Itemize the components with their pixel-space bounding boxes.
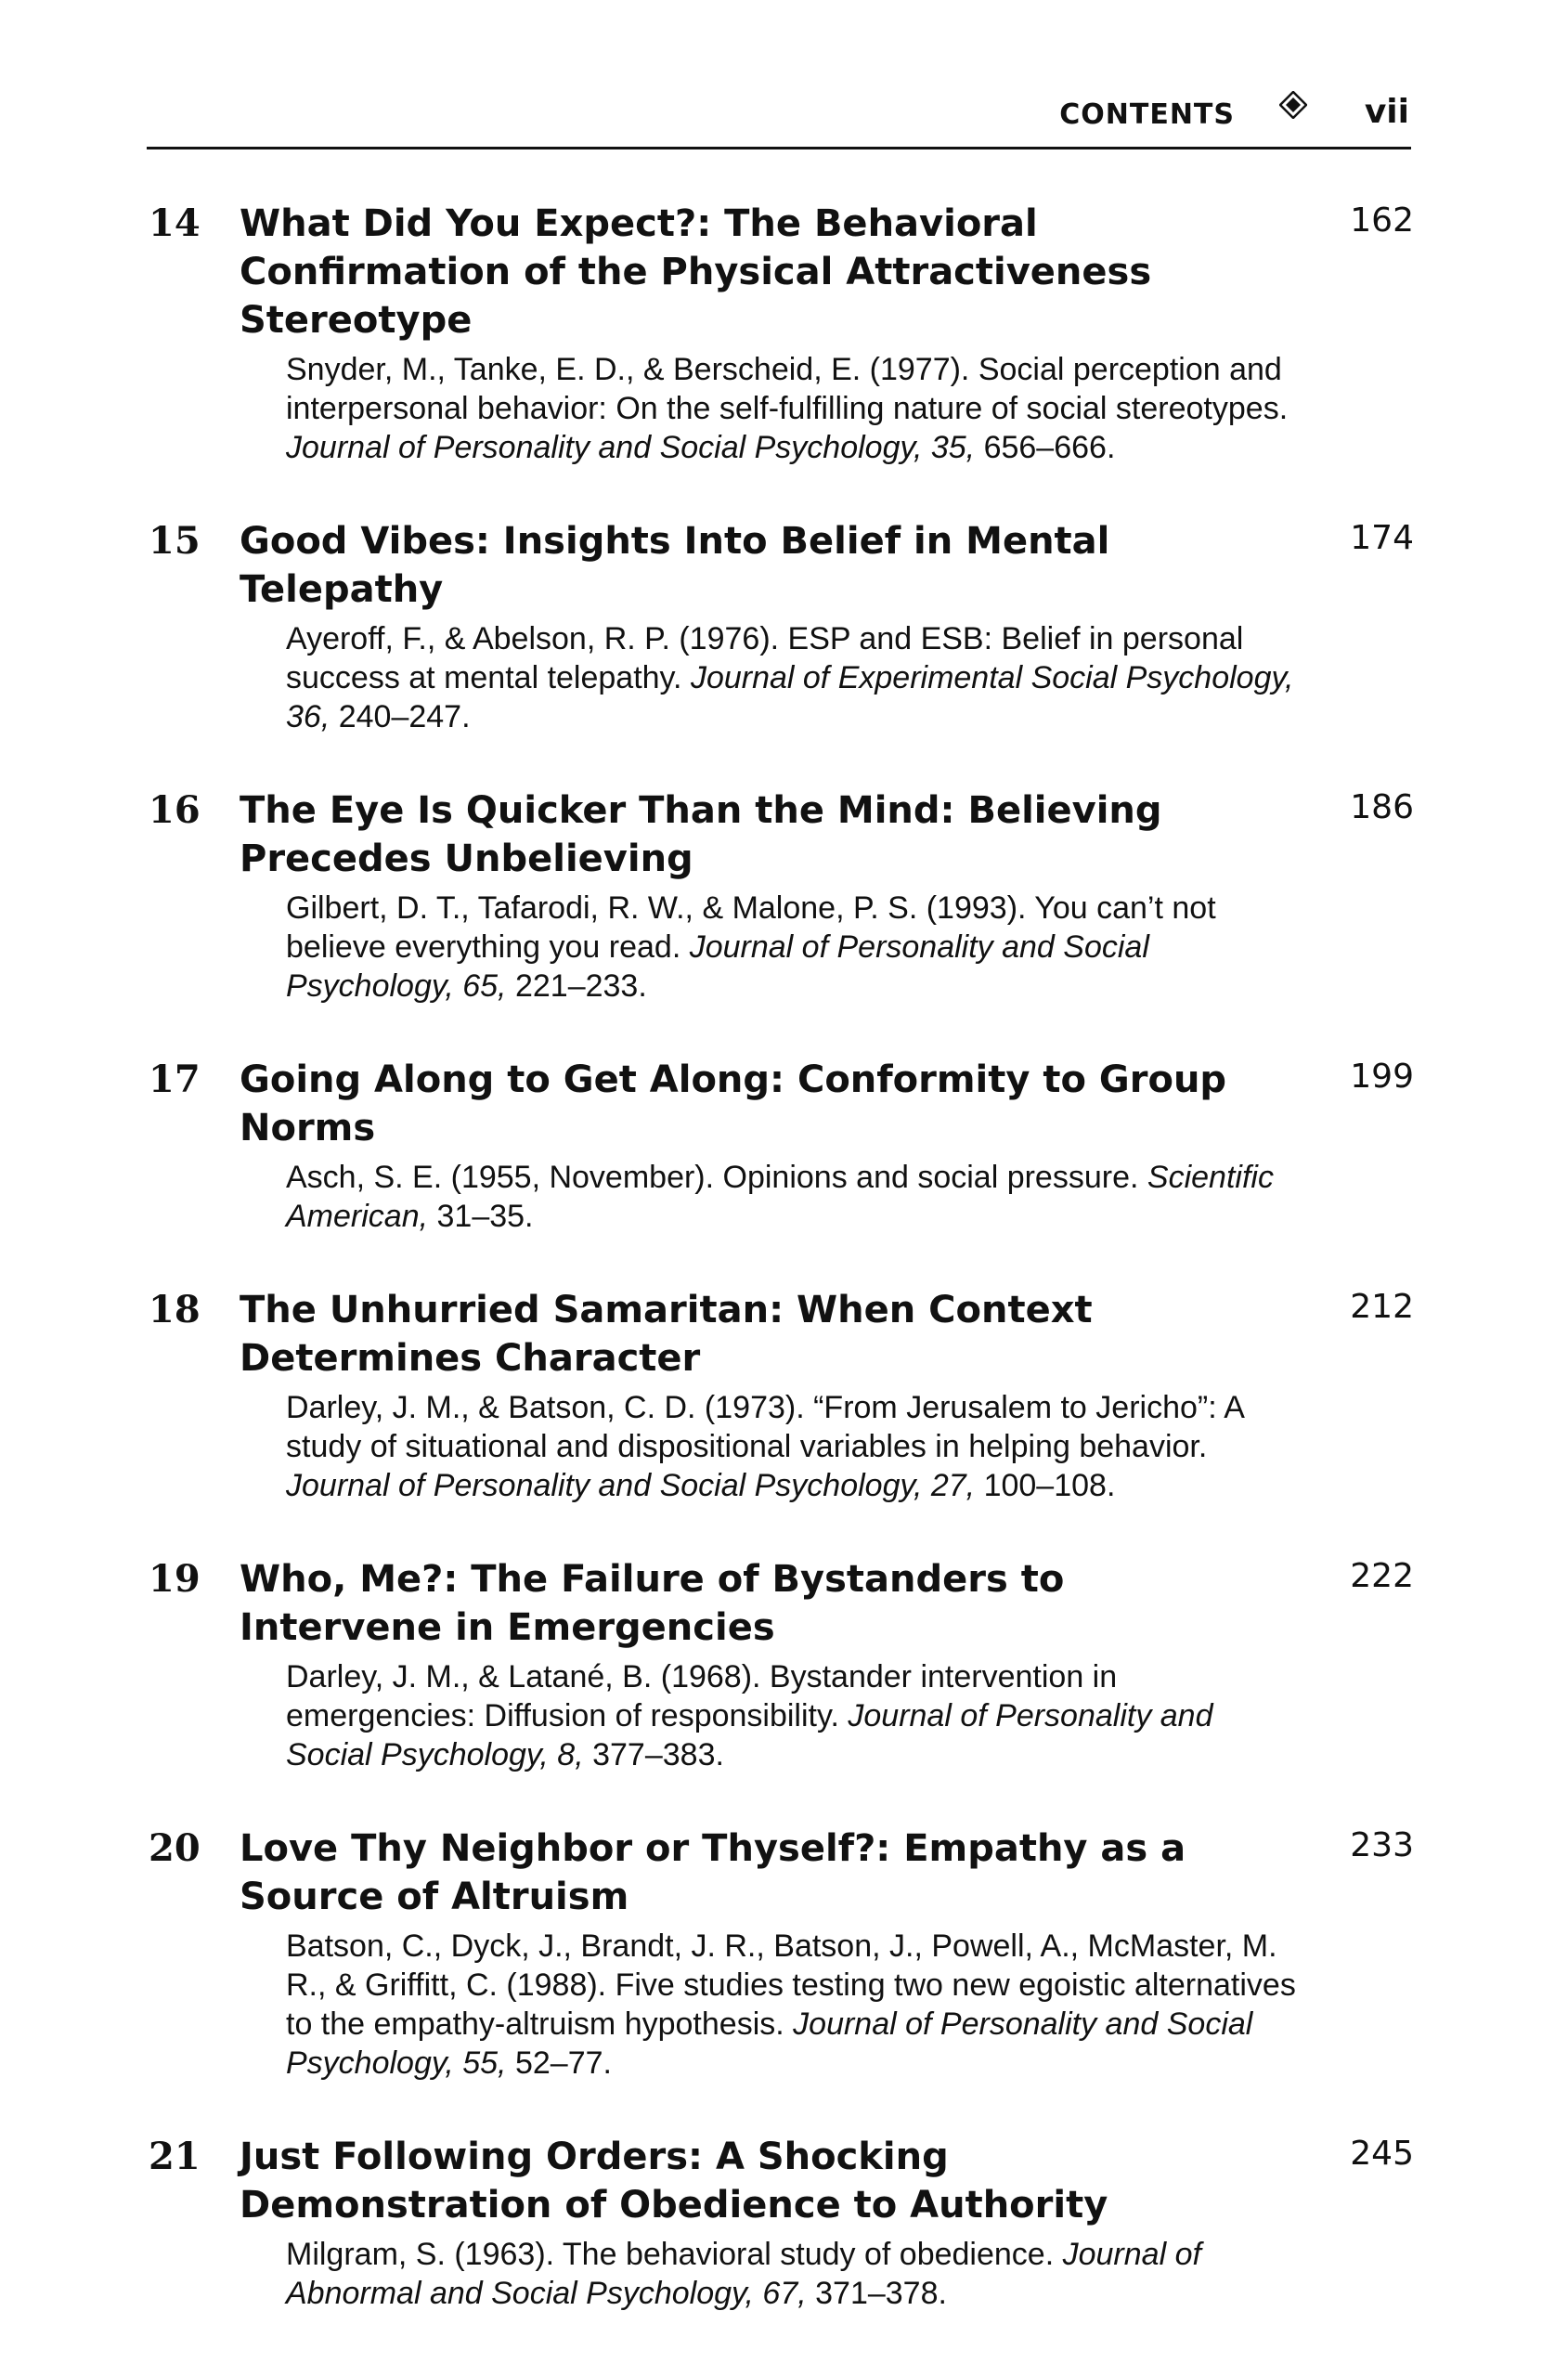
chapter-title: Going Along to Get Along: Conformity to Group Norms [240, 1058, 1227, 1149]
contents-entry-19[interactable] [0, 1555, 1568, 1774]
contents-entry-17[interactable] [0, 1056, 1568, 1236]
chapter-number: 18 [149, 1288, 201, 1331]
running-header-title: CONTENTS [1059, 98, 1235, 131]
chapter-number: 20 [149, 1826, 201, 1870]
citation-text: Ayeroff, F., & Abelson, R. P. (1976). ESP and ESB: Belief in personal success at mental telepathy. [286, 621, 1244, 695]
citation [286, 619, 1307, 736]
contents-entry-15[interactable] [0, 517, 1568, 736]
chapter-number: 21 [149, 2135, 201, 2178]
citation-journal: Journal of Personality and Social Psychology, 55, [286, 2006, 1253, 2081]
citation-journal: Scientific American, [286, 1160, 1274, 1234]
citation [286, 1927, 1307, 2083]
page-number: vii [1364, 93, 1409, 131]
chapter-title: Good Vibes: Insights Into Belief in Mental Telepathy [240, 520, 1110, 611]
diamond-ornament-icon [1279, 91, 1307, 119]
citation-text: Snyder, M., Tanke, E. D., & Berscheid, E. (1977). Social perception and interpersonal behavior: On the self-fulfilling nature of social stereotypes. [286, 352, 1289, 426]
chapter-page: 245 [1350, 2135, 1414, 2173]
citation-journal: Journal of Personality and Social Psychology, 27, [286, 1468, 976, 1503]
citation-pages: 52–77. [514, 2045, 612, 2081]
chapter-number: 15 [149, 519, 201, 563]
chapter-number: 16 [149, 788, 201, 832]
contents-entry-20[interactable] [0, 1824, 1568, 2083]
citation-journal: Journal of Personality and Social Psychology, 35, [286, 430, 976, 465]
citation [286, 889, 1307, 1006]
citation-journal: Journal of Experimental Social Psychology, 36, [286, 660, 1294, 734]
running-header [147, 85, 1411, 149]
chapter-page: 222 [1350, 1557, 1414, 1595]
citation-pages: 100–108. [983, 1468, 1116, 1503]
chapter-page: 162 [1350, 201, 1414, 240]
citation-journal: Journal of Abnormal and Social Psychology, 67, [286, 2237, 1201, 2311]
contents-entry-21[interactable] [0, 2133, 1568, 2313]
citation [286, 1388, 1307, 1505]
citation [286, 1657, 1307, 1774]
contents-entry-14[interactable] [0, 200, 1568, 467]
citation-pages: 377–383. [592, 1737, 724, 1772]
chapter-page: 186 [1350, 788, 1414, 826]
contents-entry-16[interactable] [0, 786, 1568, 1006]
chapter-number: 19 [149, 1557, 201, 1601]
citation-pages: 31–35. [436, 1199, 534, 1234]
contents-list [0, 200, 1568, 2363]
chapter-page: 212 [1350, 1288, 1414, 1326]
citation-journal: Journal of Personality and Social Psychology, 65, [286, 929, 1149, 1004]
contents-entry-18[interactable] [0, 1286, 1568, 1505]
citation-pages: 656–666. [983, 430, 1116, 465]
citation [286, 2235, 1307, 2313]
citation-text: Batson, C., Dyck, J., Brandt, J. R., Batson, J., Powell, A., McMaster, M. R., & Griffitt, C. (1988). Five studies testing two new egoistic alternatives to the empathy-altruism hypothesis. [286, 1928, 1296, 2042]
chapter-title: Just Following Orders: A Shocking Demonstration of Obedience to Authority [240, 2136, 1108, 2227]
citation-journal: Journal of Personality and Social Psychology, 8, [286, 1698, 1213, 1772]
citation-text: Darley, J. M., & Batson, C. D. (1973). “From Jerusalem to Jericho”: A study of situational and dispositional variables in helping behavior. [286, 1390, 1244, 1464]
chapter-page: 174 [1350, 519, 1414, 557]
citation-pages: 221–233. [514, 968, 647, 1004]
citation-pages: 371–378. [815, 2276, 947, 2311]
citation [286, 1158, 1307, 1236]
chapter-number: 17 [149, 1058, 201, 1101]
chapter-title: What Did You Expect?: The Behavioral Confirmation of the Physical Attractiveness Stereotype [240, 202, 1152, 342]
citation-text: Milgram, S. (1963). The behavioral study of obedience. [286, 2237, 1055, 2272]
chapter-title: Who, Me?: The Failure of Bystanders to Intervene in Emergencies [240, 1558, 1065, 1649]
chapter-title: The Unhurried Samaritan: When Context Determines Character [240, 1289, 1093, 1380]
chapter-title: Love Thy Neighbor or Thyself?: Empathy as a Source of Altruism [240, 1827, 1186, 1918]
citation-text: Asch, S. E. (1955, November). Opinions and social pressure. [286, 1160, 1139, 1195]
chapter-page: 233 [1350, 1826, 1414, 1864]
chapter-page: 199 [1350, 1058, 1414, 1096]
citation-text: Gilbert, D. T., Tafarodi, R. W., & Malone, P. S. (1993). You can’t not believe everything you read. [286, 890, 1216, 965]
chapter-title: The Eye Is Quicker Than the Mind: Believing Precedes Unbelieving [240, 789, 1162, 880]
citation [286, 350, 1307, 467]
citation-text: Darley, J. M., & Latané, B. (1968). Bystander intervention in emergencies: Diffusion of responsibility. [286, 1659, 1118, 1733]
citation-pages: 240–247. [338, 699, 471, 734]
chapter-number: 14 [149, 201, 201, 245]
